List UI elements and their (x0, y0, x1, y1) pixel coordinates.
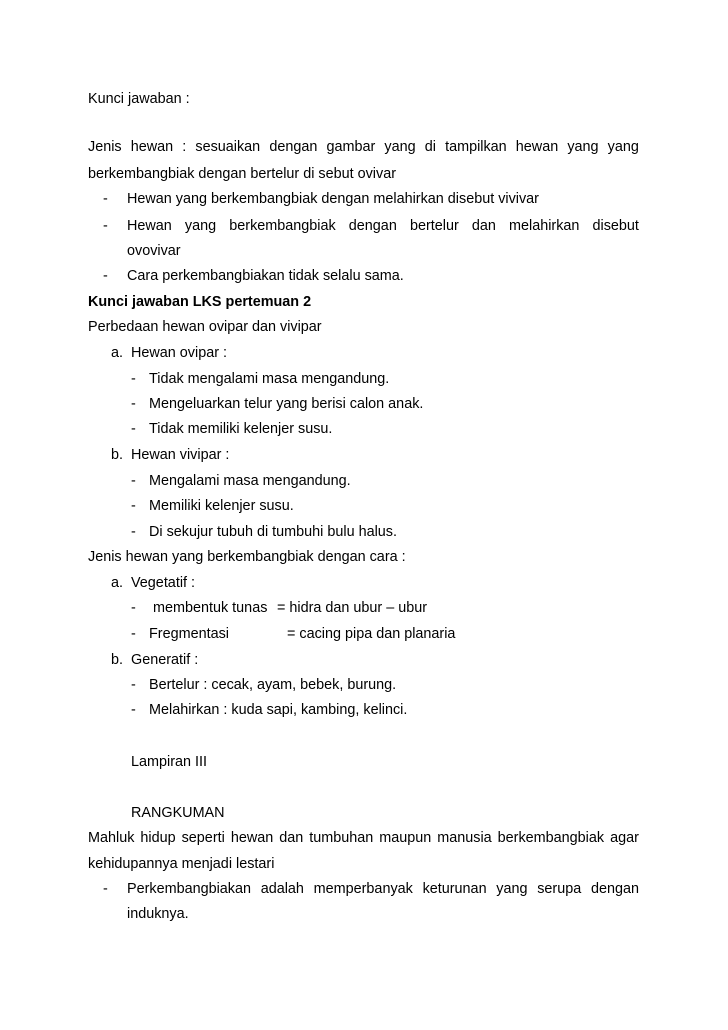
bullet-dash: - (103, 881, 108, 897)
word: di (424, 139, 436, 155)
word: melahirkan (509, 218, 580, 234)
bullet-text: Mengalami masa mengandung. (149, 473, 351, 489)
bullet-dash: - (103, 268, 108, 284)
bullet-text (127, 217, 639, 235)
bullet-dash: - (131, 524, 136, 540)
word: yang (607, 139, 639, 155)
word: berkembangbiak (229, 218, 336, 234)
bullet-text: Bertelur : cecak, ayam, bebek, burung. (149, 677, 397, 693)
bullet-text: induknya. (127, 906, 189, 922)
answer-key-heading: Kunci jawaban : (88, 91, 190, 107)
word: tumbuhan (309, 830, 374, 846)
bullet-text: Tidak mengalami masa mengandung. (149, 371, 390, 387)
list-item-title: Vegetatif : (131, 575, 196, 591)
word: hewan (515, 139, 559, 155)
word: sesuaikan (195, 139, 261, 155)
word: hidup (140, 830, 176, 846)
list-marker: a. (111, 345, 124, 361)
bullet-text: ovovivar (127, 243, 181, 259)
bullet-dash: - (131, 702, 136, 718)
word: hewan (230, 830, 274, 846)
word: seperti (181, 830, 225, 846)
list-item-title: Hewan vivipar : (131, 447, 230, 463)
bullet-dash: - (131, 396, 136, 412)
word: Mahluk (88, 830, 135, 846)
bullet-text: membentuk tunas (153, 600, 268, 616)
list-marker: b. (111, 447, 124, 463)
word: dan (471, 218, 496, 234)
word: disebut (592, 218, 639, 234)
bullet-dash: - (131, 498, 136, 514)
word: dengan (269, 139, 318, 155)
word: adalah (260, 881, 304, 897)
bullet-dash: - (131, 371, 136, 387)
word: bertelur (409, 218, 459, 234)
list-marker: b. (111, 652, 124, 668)
bullet-text: Fregmentasi (149, 626, 229, 642)
list-item-title: Hewan ovipar : (131, 345, 227, 361)
word: yang (184, 218, 217, 234)
word: yang (496, 881, 528, 897)
paragraph-line (88, 829, 639, 847)
bullet-text: Di sekujur tubuh di tumbuhi bulu halus. (149, 524, 397, 540)
list-marker: a. (111, 575, 124, 591)
bullet-text: = cacing pipa dan planaria (287, 626, 456, 642)
bullet-text: Cara perkembangbiakan tidak selalu sama. (127, 268, 404, 284)
word: Hewan (127, 218, 172, 234)
section-heading: Kunci jawaban LKS pertemuan 2 (88, 294, 312, 310)
appendix-label: Lampiran III (131, 754, 207, 770)
word: dan (279, 830, 304, 846)
word: memperbanyak (313, 881, 413, 897)
bullet-text: Tidak memiliki kelenjer susu. (149, 421, 333, 437)
bullet-text: Memiliki kelenjer susu. (149, 498, 294, 514)
word: hewan (130, 139, 174, 155)
paragraph-line: Jenis hewan yang berkembangbiak dengan cara : (88, 549, 406, 565)
word: yang (384, 139, 416, 155)
word: manusia (437, 830, 492, 846)
word: maupun (379, 830, 432, 846)
bullet-text: Mengeluarkan telur yang berisi calon anak. (149, 396, 424, 412)
bullet-text (127, 880, 639, 898)
bullet-dash: - (131, 421, 136, 437)
bullet-dash: - (131, 677, 136, 693)
word: dengan (590, 881, 639, 897)
paragraph-line (88, 138, 639, 156)
bullet-text: Hewan yang berkembangbiak dengan melahirkan disebut vivivar (127, 191, 539, 207)
word: dengan (348, 218, 397, 234)
bullet-dash: - (131, 473, 136, 489)
bullet-text: = hidra dan ubur – ubur (277, 600, 428, 616)
paragraph-line: kehidupannya menjadi lestari (88, 856, 275, 872)
summary-heading: RANGKUMAN (131, 805, 225, 821)
word: gambar (326, 139, 376, 155)
list-item-title: Generatif : (131, 652, 199, 668)
bullet-text: Melahirkan : kuda sapi, kambing, kelinci. (149, 702, 408, 718)
word: yang (567, 139, 599, 155)
word: serupa (537, 881, 582, 897)
bullet-dash: - (131, 626, 136, 642)
paragraph-line: berkembangbiak dengan bertelur di sebut ovivar (88, 166, 396, 182)
word: Perkembangbiakan (127, 881, 251, 897)
paragraph-line: Perbedaan hewan ovipar dan vivipar (88, 319, 322, 335)
word: : (182, 139, 187, 155)
bullet-dash: - (103, 191, 108, 207)
word: Jenis (88, 139, 122, 155)
bullet-dash: - (103, 218, 108, 234)
bullet-dash: - (131, 600, 136, 616)
word: berkembangbiak (497, 830, 605, 846)
word: keturunan (422, 881, 487, 897)
word: tampilkan (445, 139, 507, 155)
word: agar (610, 830, 639, 846)
